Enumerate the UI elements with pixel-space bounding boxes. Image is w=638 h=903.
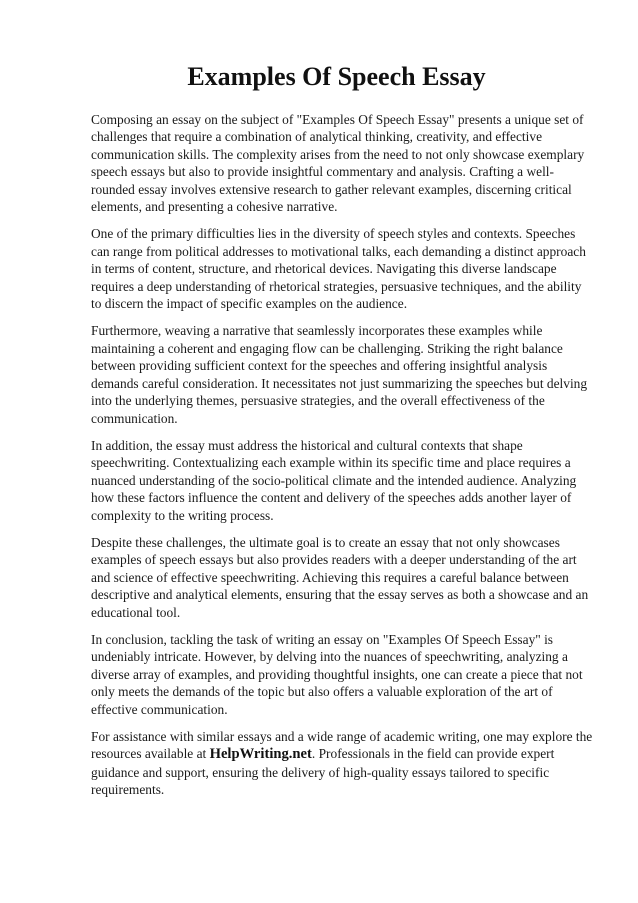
- paragraph-difficulties: One of the primary difficulties lies in the diversity of speech styles and contexts. Speeches can range from political addresses to motivational talks, each demanding a distinct approach in terms of content, structure, and rhetorical devices. Navigating this diverse landscape requires a deep understanding of rhetorical strategies, persuasive techniques, and the ability to discern the impact of specific examples on the audience.: [91, 226, 586, 312]
- paragraph-intro: Composing an essay on the subject of "Examples Of Speech Essay" presents a unique set of challenges that require a combination of analytical thinking, creativity, and effective communication skills. The complexity arises from the need to not only showcase exemplary speech essays but also to provide insightful commentary and analysis. Crafting a well-rounded essay involves extensive research to gather relevant examples, discerning critical elements, and presenting a cohesive narrative.: [91, 112, 585, 215]
- page-title: Examples Of Speech Essay: [187, 62, 486, 91]
- paragraph-assistance: [91, 728, 594, 799]
- assistance-text-after: . Professionals in the field can provide expert guidance and support, ensuring the delivery of high-quality essays tailored to specific requirements.: [91, 746, 555, 798]
- helpwriting-link[interactable]: HelpWriting.net: [209, 746, 312, 763]
- paragraph-goal: Despite these challenges, the ultimate goal is to create an essay that not only showcases examples of speech essays but also provides readers with a deeper understanding of the art and science of effective speechwriting. Achieving this requires a careful balance between descriptive and analytical elements, ensuring that the essay serves as both a showcase and an educational tool.: [91, 534, 589, 620]
- paragraph-conclusion: In conclusion, tackling the task of writing an essay on "Examples Of Speech Essay" is undeniably intricate. However, by delving into the nuances of speechwriting, analyzing a diverse array of examples, and providing thoughtful insights, one can create a piece that not only meets the demands of the topic but also offers a valuable exploration of the art of effective communication.: [91, 631, 583, 717]
- paragraph-narrative: Furthermore, weaving a narrative that seamlessly incorporates these examples while maintaining a coherent and engaging flow can be challenging. Striking the right balance between providing sufficient context for the speeches and offering insightful analysis demands careful consideration. It necessitates not just summarizing the speeches but delving into the underlying themes, persuasive strategies, and the overall effectiveness of the communication.: [91, 323, 588, 426]
- paragraph-context: In addition, the essay must address the historical and cultural contexts that shape speechwriting. Contextualizing each example within its specific time and place requires a nuanced understanding of the socio-political climate and the intended audience. Analyzing how these factors influence the content and delivery of the speeches adds another layer of complexity to the writing process.: [91, 437, 577, 523]
- assistance-text-before: For assistance with similar essays and a wide range of academic writing, one may explore the resources available at: [91, 729, 593, 762]
